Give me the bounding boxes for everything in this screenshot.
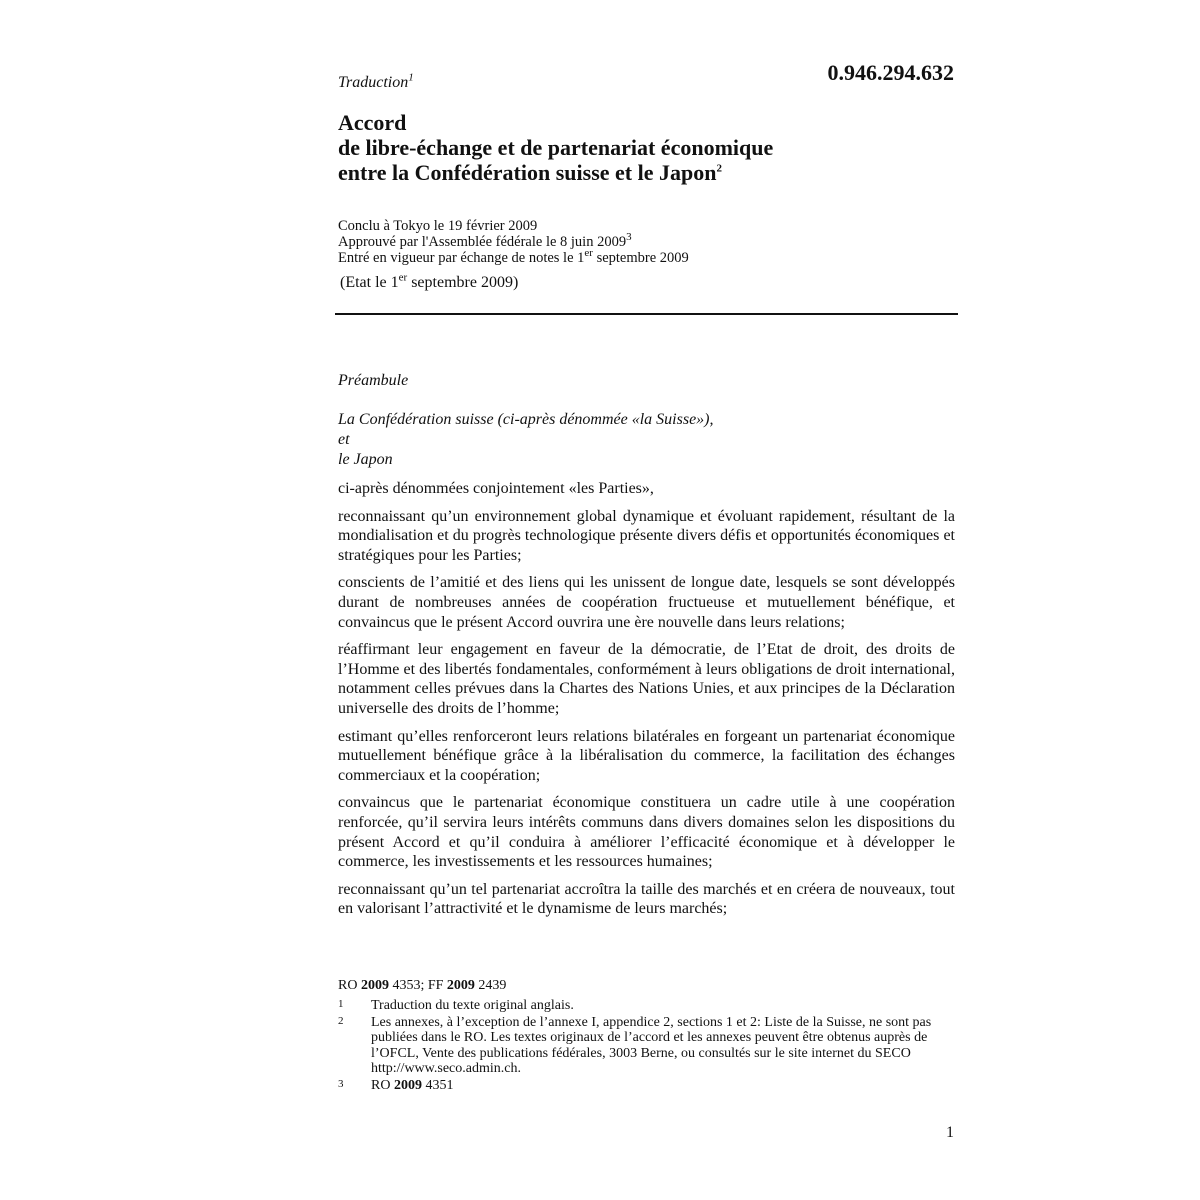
ff-page: 2439	[474, 978, 507, 993]
state-date	[340, 271, 519, 292]
preamble-paragraph: estimant qu’elles renforceront leurs relations bilatérales en forgeant un partenariat économique mutuellement bénéfique grâce à la libéralisation du commerce, la facilitation des échanges commerciaux et la coopération;	[338, 727, 955, 784]
entry-suffix: septembre 2009	[592, 250, 689, 266]
entry-sup: er	[584, 247, 593, 260]
sr-number: 0.946.294.632	[827, 60, 954, 85]
header-divider	[335, 313, 958, 315]
preamble-body	[338, 479, 955, 927]
footnote-text: Traduction du texte original anglais.	[371, 998, 574, 1013]
page-number: 1	[946, 1124, 954, 1141]
title-note-ref[interactable]: 2	[716, 162, 722, 175]
concluded-date: Conclu à Tokyo le 19 février 2009	[338, 218, 538, 234]
translation-label	[338, 71, 414, 92]
footnote-number: 2	[338, 1014, 344, 1027]
state-suffix: septembre 2009)	[407, 274, 519, 291]
preamble-paragraph: reconnaissant qu’un environnement global dynamique et évoluant rapidement, résultant de la mondialisation et du progrès technologique présente divers défis et opportunités économiques et stratégiques pour les Parties;	[338, 507, 955, 564]
title-line-3	[338, 160, 773, 185]
footnote-ro-label: RO	[371, 1077, 394, 1093]
footnote	[338, 1078, 948, 1094]
preamble-paragraph: reconnaissant qu’un tel partenariat accroîtra la taille des marchés et en créera de nouveaux, tout en valorisant l’attractivité et le dynamisme de leurs marchés;	[338, 880, 955, 918]
footnote-text	[371, 1078, 948, 1094]
footnote-ro-year: 2009	[393, 1077, 422, 1093]
footnote	[338, 1015, 948, 1077]
parties-block	[338, 410, 714, 470]
entry-into-force	[338, 247, 689, 266]
footnote-number: 1	[338, 998, 344, 1010]
party-switzerland: La Confédération suisse (ci-après dénommée «la Suisse»),	[338, 411, 714, 428]
entry-prefix: Entré en vigueur par échange de notes le 1	[338, 250, 585, 266]
translation-label-text: Traduction	[338, 74, 409, 91]
approved-date-text: Approuvé par l'Assemblée fédérale le 8 juin 2009	[338, 234, 627, 250]
document-title	[338, 110, 773, 185]
preamble-paragraph: convaincus que le partenariat économique constituera un cadre utile à une coopération renforcée, qu’il servira leurs intérêts communs dans divers domaines selon les dispositions du présent Accord et qu’il conduira à améliorer l’efficacité économique et à développer le commerce, les investissements et les ressources humaines;	[338, 794, 955, 871]
footnotes	[338, 998, 948, 1094]
title-line-1: Accord	[338, 110, 407, 135]
footnote	[338, 998, 948, 1014]
ff-year: 2009	[446, 978, 475, 993]
dates-block	[338, 218, 689, 266]
state-sup: er	[398, 271, 408, 284]
translation-note-ref[interactable]: 1	[408, 71, 414, 84]
party-japan: le Japon	[338, 451, 393, 468]
footnote-ro-page: 4351	[421, 1077, 454, 1093]
preamble-heading: Préambule	[338, 372, 409, 389]
state-prefix: (Etat le 1	[340, 274, 399, 291]
ro-label: RO	[338, 978, 361, 993]
title-line-3-text: entre la Confédération suisse et le Japon	[338, 160, 717, 185]
preamble-paragraph: ci-après dénommées conjointement «les Parties»,	[338, 480, 654, 497]
footnote-text: Les annexes, à l’exception de l’annexe I, appendice 2, sections 1 et 2: Liste de la Suisse, ne sont pas publiées dans le RO. Les textes originaux de l’accord et les annexes peuvent être obtenus auprès de l’OFCL, Vente des publications fédérales, 3003 Berne, ou consultés sur le site internet du SECO http://www.seco.admin.ch.	[371, 1014, 932, 1076]
title-line-2: de libre-échange et de partenariat économique	[338, 135, 774, 160]
footnote-number: 3	[338, 1077, 344, 1090]
ro-page: 4353; FF	[388, 978, 447, 993]
party-conjunction: et	[338, 431, 350, 448]
publication-reference	[338, 978, 506, 994]
preamble-paragraph: conscients de l’amitié et des liens qui les unissent de longue date, lesquels se sont développés durant de nombreuses années de coopération fructueuse et mutuellement bénéfique, et convaincus que le présent Accord ouvrira une ère nouvelle dans leurs relations;	[338, 574, 955, 631]
approved-note-ref[interactable]: 3	[626, 231, 632, 244]
approved-date	[338, 231, 689, 250]
ro-year: 2009	[360, 978, 389, 993]
preamble-paragraph: réaffirmant leur engagement en faveur de la démocratie, de l’Etat de droit, des droits de l’Homme et des libertés fondamentales, conformément à leurs obligations de droit international, notamment celles prévues dans la Chartes des Nations Unies, et aux principes de la Déclaration universelle des droits de l’homme;	[338, 641, 955, 717]
